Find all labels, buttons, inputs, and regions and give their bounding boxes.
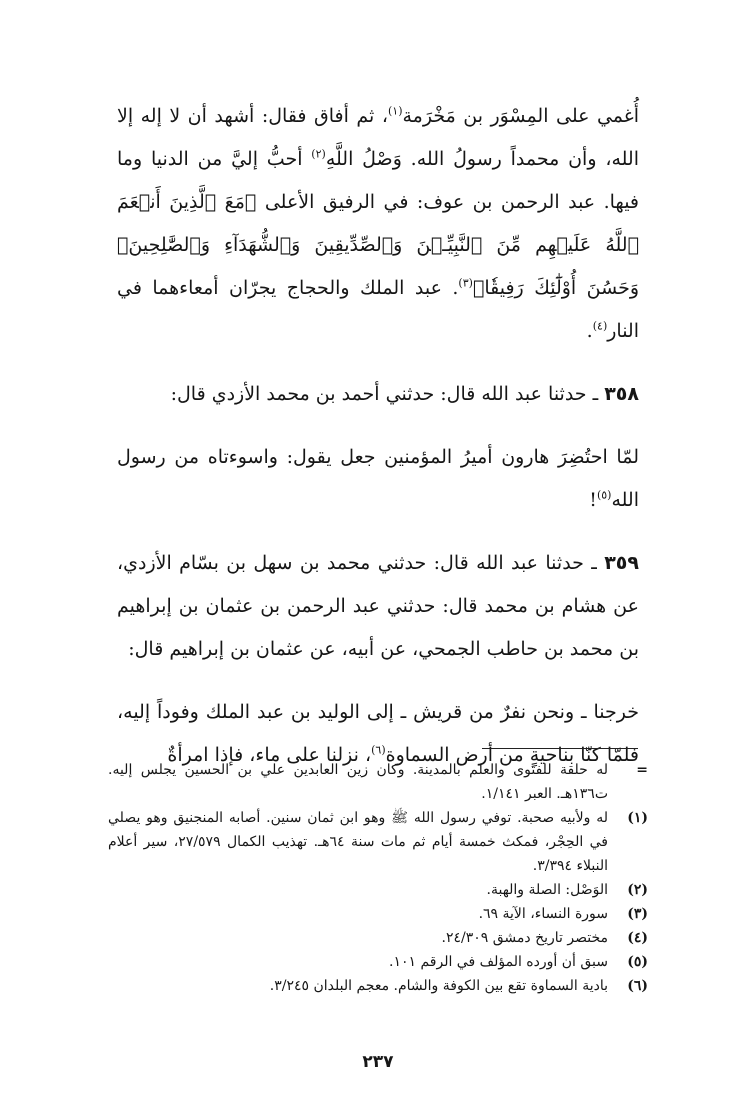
- text-segment: . عبد الملك والحجاج يجرّان أمعاءهما في النار: [117, 277, 639, 342]
- text-segment: ، نزلنا على ماء، فإذا امرأةٌ: [167, 744, 372, 766]
- footnote-text: سورة النساء، الآية ٦٩.: [478, 906, 608, 922]
- footnote-item: [108, 806, 648, 878]
- footnote-ref: (٣): [458, 276, 473, 290]
- footnote-mark: (٣): [627, 906, 648, 922]
- text-segment: لمّا احتُضِرَ هارون أميرُ المؤمنين جعل يقول: واسوءتاه من رسول الله: [117, 446, 639, 511]
- text-segment: .: [586, 320, 593, 342]
- paragraph-gap: [117, 353, 639, 373]
- footnote-text: سبق أن أورده المؤلف في الرقم ١٠١.: [389, 954, 608, 970]
- footnote-ref: (٥): [596, 488, 612, 502]
- paragraph-358-text: [117, 436, 639, 522]
- footnote-item: [108, 950, 648, 974]
- quran-verse: ﴿مَعَ ٱلَّذِينَ أَنۡعَمَ ٱللَّهُ عَلَيۡهِم مِّنَ ٱلنَّبِيِّـۧنَ وَٱلصِّدِّيقِينَ وَٱلشُّهَدَآءِ وَٱلصَّٰلِحِينَۚ وَحَسُنَ أُوْلَٰٓئِكَ رَفِيقٗا﴾: [117, 191, 639, 299]
- text-segment: !: [589, 489, 597, 511]
- hadith-number: ٣٥٩: [604, 552, 639, 574]
- footnote-text: له حلقة للفتوى والعلم بالمدينة. وكان زين العابدين علي بن الحسين يجلس إليه. ت١٣٦هـ. العبر ١/١٤١.: [108, 762, 608, 802]
- text-segment: أحبُّ إليَّ من الدنيا وما فيها. عبد الرحمن بن عوف: في الرفيق الأعلى: [117, 148, 640, 213]
- footnote-item: [108, 902, 648, 926]
- footnote-mark: (١): [627, 810, 648, 826]
- footnote-divider: [482, 748, 638, 749]
- footnote-item: [108, 974, 648, 998]
- footnote-text: الوَصْل: الصلة والهبة.: [486, 882, 608, 898]
- paragraph-gap: [117, 671, 639, 691]
- main-text: [117, 95, 639, 777]
- footnote-ref: (١): [387, 104, 403, 118]
- footnote-mark: (٦): [627, 978, 648, 994]
- text-segment: ـ حدثنا عبد الله قال: حدثني أحمد بن محمد الأزدي قال:: [170, 383, 605, 405]
- footnote-mark: =: [636, 762, 648, 778]
- paragraph-gap: [117, 416, 639, 436]
- paragraph-gap: [117, 522, 639, 542]
- paragraph-narration-1: [117, 95, 639, 353]
- footnote-ref: (٦): [371, 743, 386, 757]
- paragraph-358-isnad: [117, 373, 639, 416]
- text-segment: ، ثم أفاق فقال: أشهد أن لا إله إلا الله، وأن محمداً رسولُ الله. وَصْلُ اللَّهِ: [117, 105, 639, 170]
- footnote-mark: (٤): [627, 930, 648, 946]
- footnote-text: له ولأبيه صحبة. توفي رسول الله ﷺ وهو ابن ثمان سنين. أصابه المنجنيق وهو يصلي في الحِجْر، فمكث خمسة أيام ثم مات سنة ٦٤هـ. تهذيب الكمال ٢٧/٥٧٩، سير أعلام النبلاء ٣/٣٩٤.: [108, 810, 608, 874]
- footnote-ref: (٤): [592, 319, 608, 333]
- text-segment: خرجنا ـ ونحن نفرٌ من قريش ـ إلى الوليد بن عبد الملك وفوداً إليه، فلمّا كنّا بناحيةٍ من أرض السماوة: [117, 701, 639, 766]
- footnote-item: [108, 758, 648, 806]
- footnote-ref: (٢): [311, 147, 326, 161]
- footnote-item: [108, 926, 648, 950]
- hadith-number: ٣٥٨: [604, 383, 639, 405]
- footnote-mark: (٢): [627, 882, 648, 898]
- footnote-text: مختصر تاريخ دمشق ٢٤/٣٠٩.: [441, 930, 608, 946]
- footnotes: [108, 758, 648, 998]
- text-segment: ـ حدثنا عبد الله قال: حدثني محمد بن سهل بن بسّام الأزدي، عن هشام بن محمد قال: حدثني عبد الرحمن بن عثمان بن إبراهيم بن محمد بن حاطب الجمحي، عن أبيه، عن عثمان بن إبراهيم قال:: [117, 552, 639, 660]
- footnote-mark: (٥): [627, 954, 648, 970]
- page-number: ٢٣٧: [362, 1052, 394, 1072]
- text-segment: أُغمي على المِسْوَر بن مَخْرَمة: [402, 105, 639, 127]
- paragraph-359-isnad: [117, 542, 639, 671]
- footnote-item: [108, 878, 648, 902]
- footnote-text: بادية السماوة تقع بين الكوفة والشام. معجم البلدان ٣/٢٤٥.: [269, 978, 608, 994]
